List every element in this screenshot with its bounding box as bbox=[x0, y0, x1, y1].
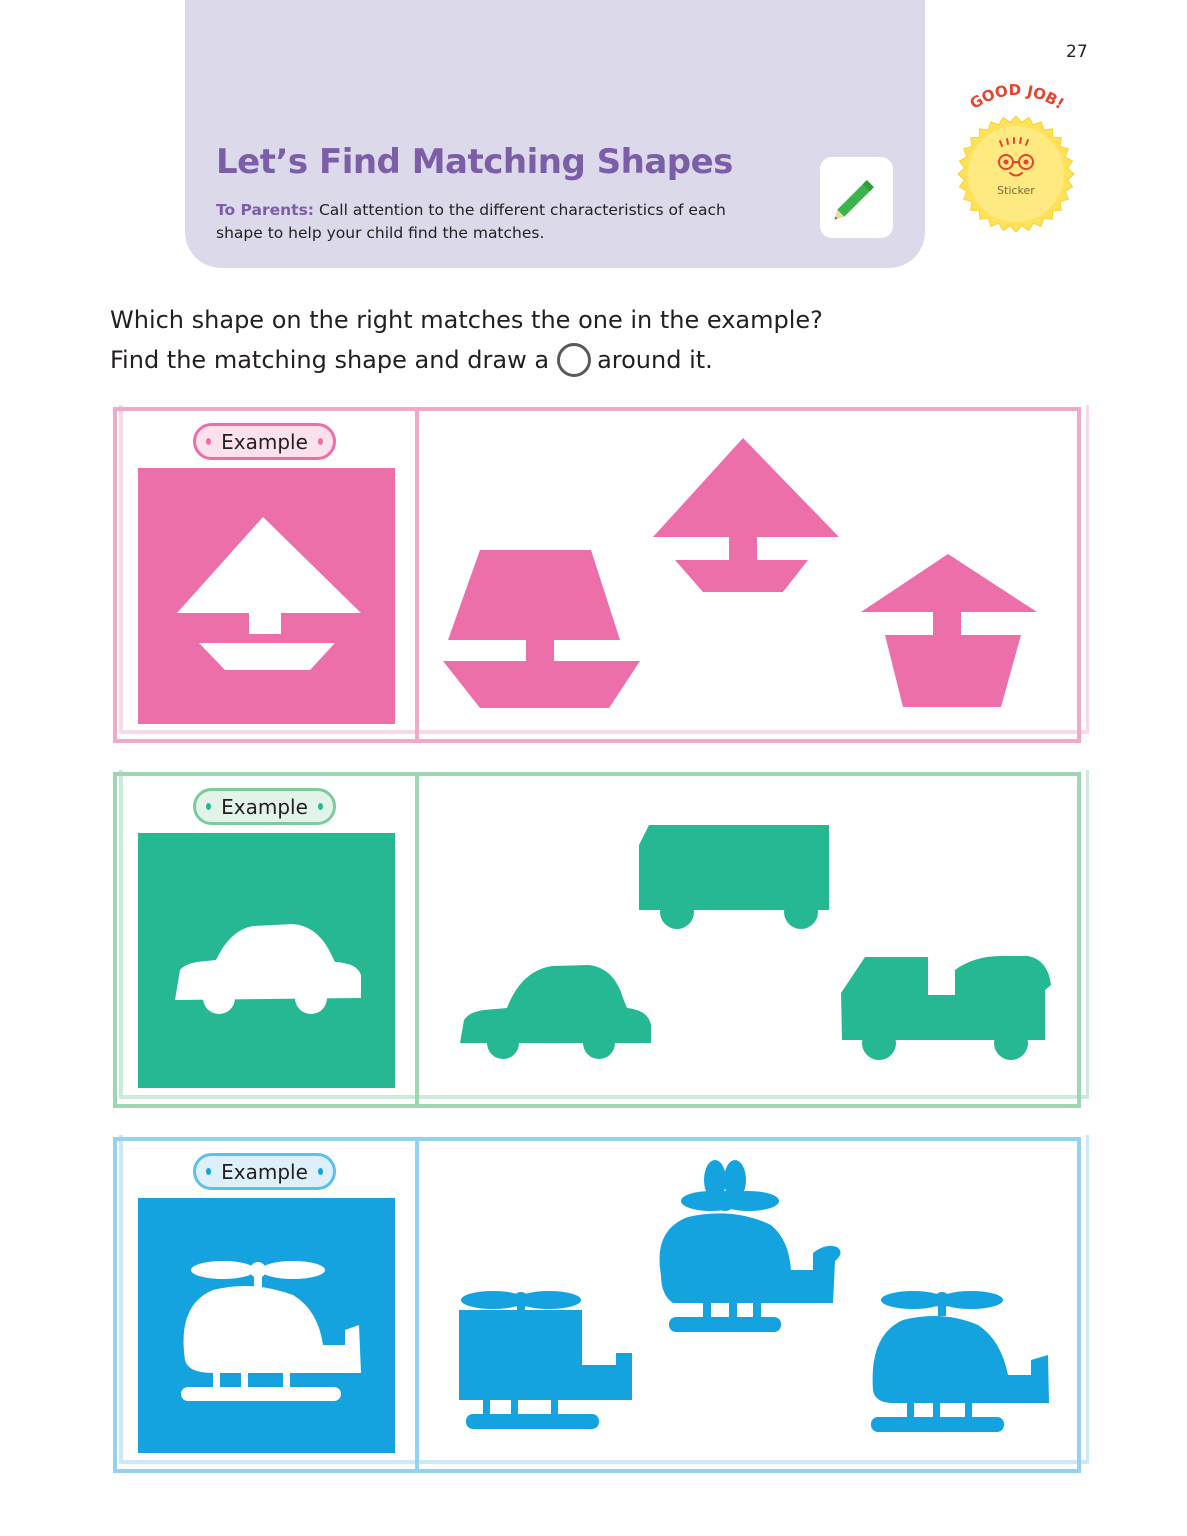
instructions bbox=[110, 300, 823, 380]
pencil-icon bbox=[820, 157, 893, 238]
example-car bbox=[138, 833, 395, 1088]
svg-text:GOOD JOB! bbox=[967, 81, 1068, 113]
boat-option-3[interactable] bbox=[861, 554, 1037, 707]
page-number: 27 bbox=[1066, 42, 1088, 62]
instruction-line-2-end: around it. bbox=[597, 346, 713, 374]
helicopter-option-1[interactable] bbox=[459, 1291, 632, 1429]
dot-icon bbox=[206, 438, 211, 445]
example-label-cars bbox=[193, 788, 336, 825]
panel-cars bbox=[113, 770, 1079, 1104]
dot-icon bbox=[318, 438, 323, 445]
panel-boats bbox=[113, 405, 1079, 739]
example-label-helicopters bbox=[193, 1153, 336, 1190]
helicopter-option-3[interactable] bbox=[871, 1291, 1049, 1432]
example-label-text: Example bbox=[221, 1159, 308, 1184]
example-label-text: Example bbox=[221, 794, 308, 819]
page-title: Let’s Find Matching Shapes bbox=[216, 142, 733, 182]
parents-text: Call attention to the different characteristics of each shape to help your child find the matches. bbox=[216, 201, 726, 242]
parents-label: To Parents: bbox=[216, 201, 314, 219]
sticker-label: Sticker bbox=[997, 184, 1035, 197]
good-job-sticker[interactable] bbox=[950, 78, 1090, 238]
example-label-text: Example bbox=[221, 429, 308, 454]
dot-icon bbox=[206, 1168, 211, 1175]
car-option-1[interactable] bbox=[460, 965, 651, 1059]
instruction-line-2-start: Find the matching shape and draw a bbox=[110, 346, 550, 374]
circle-icon bbox=[557, 343, 591, 377]
sticker-top-text: GOOD JOB! bbox=[966, 80, 1068, 113]
example-boat bbox=[138, 468, 395, 724]
example-label-boats bbox=[193, 423, 336, 460]
boat-option-2[interactable] bbox=[653, 438, 839, 592]
pickup-option[interactable] bbox=[841, 956, 1051, 1060]
panel-helicopters bbox=[113, 1135, 1079, 1469]
truck-option[interactable] bbox=[639, 825, 829, 929]
helicopter-option-2[interactable] bbox=[660, 1160, 841, 1332]
example-helicopter bbox=[138, 1198, 395, 1453]
boat-option-1[interactable] bbox=[443, 550, 640, 708]
parents-note bbox=[216, 199, 776, 245]
instruction-line-1: Which shape on the right matches the one in the example? bbox=[110, 306, 823, 334]
dot-icon bbox=[318, 803, 323, 810]
dot-icon bbox=[206, 803, 211, 810]
dot-icon bbox=[318, 1168, 323, 1175]
instruction-line-2 bbox=[110, 340, 823, 380]
